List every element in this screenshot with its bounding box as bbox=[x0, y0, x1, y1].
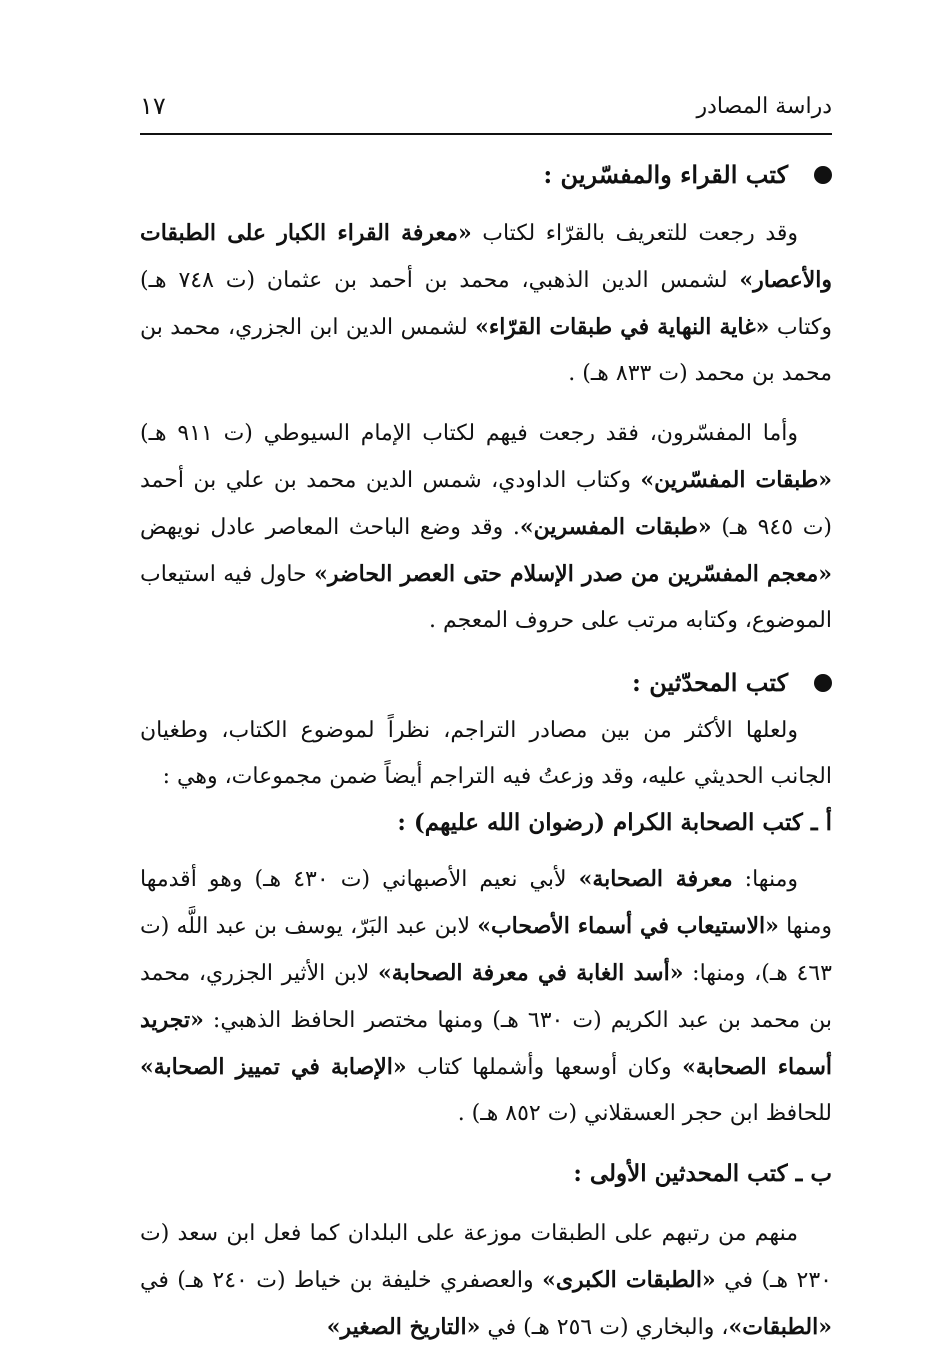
book-title: «الإصابة في تمييز الصحابة» bbox=[140, 1054, 407, 1080]
text: والعصفري خليفة بن خياط (ت ٢٤٠ هـ) في bbox=[140, 1268, 543, 1293]
page-number: ١٧ bbox=[140, 92, 166, 120]
running-title: دراسة المصادر bbox=[696, 94, 832, 119]
paragraph-mufassirun bbox=[140, 411, 832, 644]
book-title: «معرفة القراء الكبار على الطبقات والأعصار» bbox=[140, 220, 832, 293]
book-title: «الطبقات» bbox=[728, 1314, 832, 1340]
text: وقد رجعت للتعريف بالقرّاء لكتاب bbox=[471, 221, 799, 246]
text: ، والبخاري (ت ٢٥٦ هـ) في bbox=[480, 1315, 729, 1340]
book-title: «طبقات المفسّرين» bbox=[640, 467, 832, 493]
book-title: «تجريد أسماء الصحابة» bbox=[140, 1007, 833, 1080]
paragraph-muhaddithin: ولعلها الأكثر من بين مصادر التراجم، نظراً لموضوع الكتاب، وطغيان الجانب الحديثي عليه، وقد وزعتُ فيه التراجم أيضاً ضمن مجموعات، وهي : bbox=[140, 718, 832, 789]
paragraph-muhaddithin-ula bbox=[140, 1211, 832, 1351]
book-title: «معجم المفسّرين من صدر الإسلام حتى العصر الحاضر» bbox=[314, 561, 832, 587]
book-title: «الاستيعاب في أسماء الأصحاب» bbox=[477, 913, 779, 939]
text: ومنها: bbox=[732, 867, 798, 892]
paragraph-sahaba bbox=[140, 856, 832, 1137]
page-body bbox=[140, 150, 832, 1350]
subheading-sahaba: أ ـ كتب الصحابة الكرام (رضوان الله عليهم) : bbox=[397, 809, 832, 836]
text: لابن عبد البَرّ، يوسف بن عبد اللَّه (ت ٤٦٣ هـ)، ومنها: bbox=[140, 914, 832, 986]
text: للحافظ ابن حجر العسقلاني (ت ٨٥٢ هـ) . bbox=[457, 1101, 832, 1126]
text: وكان أوسعها وأشملها كتاب bbox=[406, 1055, 683, 1080]
subheading-muhaddithin-ula: ب ـ كتب المحدثين الأولى : bbox=[573, 1160, 832, 1187]
section-heading-text: كتب القراء والمفسّرين : bbox=[543, 160, 788, 189]
paragraph-quraa bbox=[140, 210, 832, 397]
bullet-icon bbox=[814, 166, 832, 184]
section-heading-muhaddithin bbox=[140, 658, 832, 708]
bullet-icon bbox=[814, 674, 832, 692]
text: لأبي نعيم الأصبهاني (ت ٤٣٠ هـ) وهو أقدمها ومنها bbox=[140, 867, 832, 939]
book-title: «غاية النهاية في طبقات القرّاء» bbox=[475, 314, 770, 340]
page-header bbox=[140, 88, 832, 128]
book-title: «الطبقات الكبرى» bbox=[542, 1267, 716, 1293]
text: وكتاب الداودي، شمس الدين محمد بن علي بن أحمد (ت ٩٤٥ هـ) bbox=[140, 468, 832, 540]
header-rule bbox=[140, 133, 832, 135]
text: . وقد وضع الباحث المعاصر عادل نويهض bbox=[140, 515, 520, 540]
text: منهم من رتبهم على الطبقات موزعة على البلدان كما فعل ابن سعد (ت ٢٣٠ هـ) في bbox=[140, 1221, 832, 1293]
book-title: «أسد الغابة في معرفة الصحابة» bbox=[378, 960, 684, 986]
text: لابن الأثير الجزري، محمد بن محمد بن عبد الكريم (ت ٦٣٠ هـ) ومنها مختصر الحافظ الذهبي: bbox=[140, 961, 832, 1033]
section-heading-text: كتب المحدّثين : bbox=[632, 668, 788, 697]
text: لشمس الدين الذهبي، محمد بن أحمد بن عثمان (ت ٧٤٨ هـ) وكتاب bbox=[140, 268, 832, 340]
text: وأما المفسّرون، فقد رجعت فيهم لكتاب الإمام السيوطي (ت ٩١١ هـ) bbox=[140, 421, 798, 446]
text: لشمس الدين ابن الجزري، محمد بن محمد بن محمد (ت ٨٣٣ هـ) . bbox=[140, 315, 832, 386]
book-title: معرفة الصحابة» bbox=[578, 866, 733, 892]
book-title: «طبقات المفسرين» bbox=[519, 514, 712, 540]
section-heading-quraa bbox=[140, 150, 832, 200]
text: حاول فيه استيعاب الموضوع، وكتابه مرتب على حروف المعجم . bbox=[140, 562, 832, 633]
book-title: «التاريخ الصغير» bbox=[326, 1314, 481, 1340]
